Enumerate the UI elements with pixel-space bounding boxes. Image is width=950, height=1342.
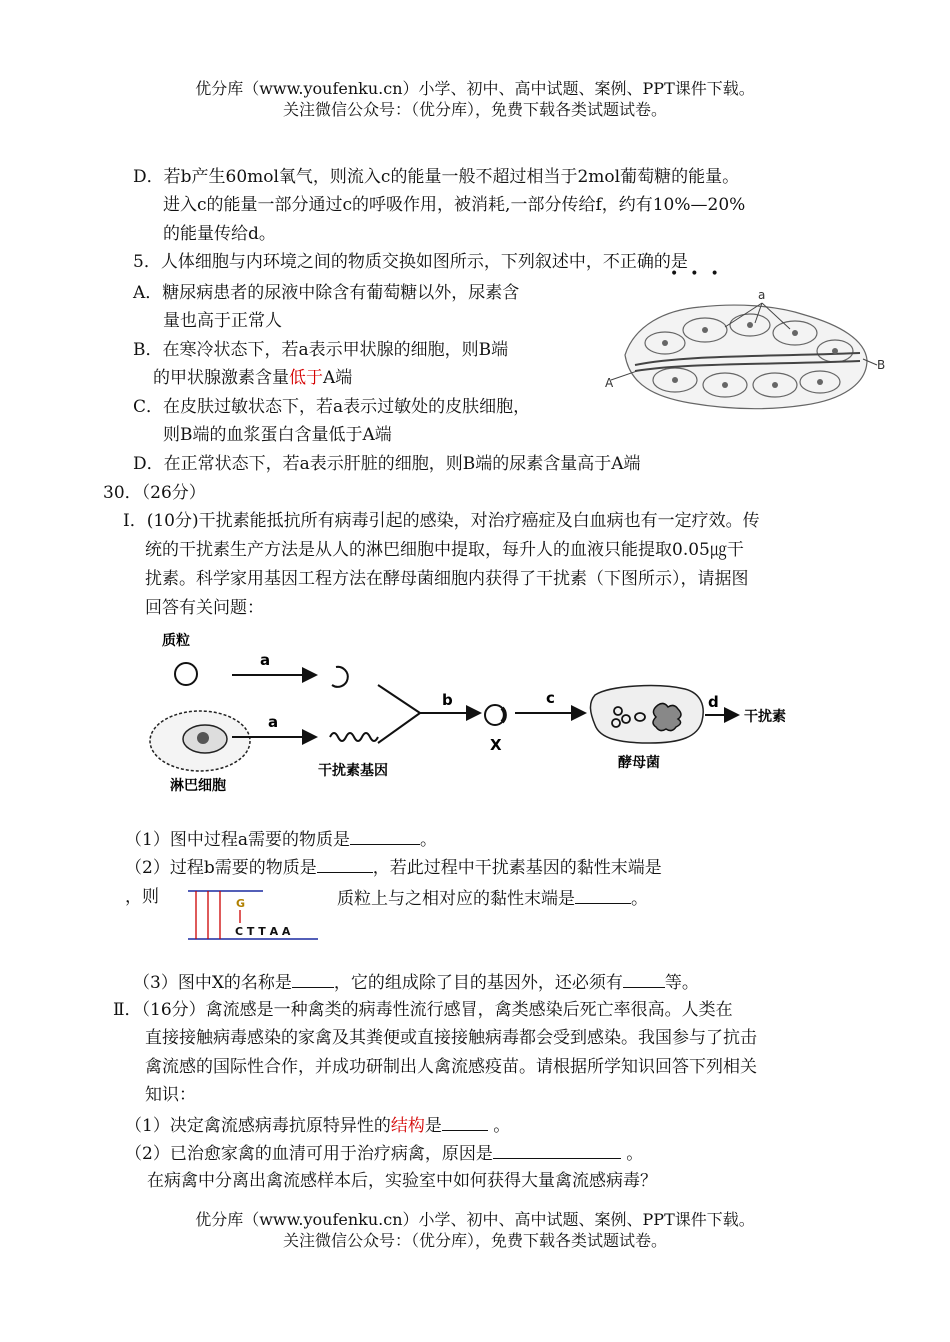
q2b-text: ，则: [125, 887, 159, 907]
q2b-end-text: 。: [631, 889, 648, 909]
q1-text: （1）图中过程a需要的物质是: [125, 830, 350, 850]
q30-2-2: [125, 1140, 643, 1166]
footer-line-1: 优分库（www.youfenku.cn）小学、初中、高中试题、案例、PPT课件下载。: [195, 1210, 755, 1229]
header-line-1: 优分库（www.youfenku.cn）小学、初中、高中试题、案例、PPT课件下载。: [195, 79, 755, 98]
q5-option-b-text-end: A端: [323, 368, 353, 388]
arrow-a-top-label: a: [260, 651, 271, 669]
arrow-c-label: c: [546, 689, 555, 707]
q30-part1-line-2: 统的干扰素生产方法是从人的淋巴细胞中提取，每升人的血液只能提取0.05㎍干: [145, 540, 744, 560]
interferon-label: 干扰素: [744, 709, 786, 725]
q5-option-a-line-1: A．糖尿病患者的尿液中除含有葡萄糖以外，尿素含: [133, 283, 520, 303]
arrow-b-label: b: [442, 691, 453, 709]
q5-option-b-red-text: 低于: [289, 368, 323, 388]
q30-1-1: [125, 826, 437, 852]
q2-text: （2）过程b需要的物质是: [125, 858, 317, 878]
tissue-label-B: B: [877, 358, 886, 372]
q30-title: 30．（26分）: [103, 483, 206, 503]
q4-option-d-line-1: D．若b产生60mol氧气，则流入c的能量一般不超过相当于2mol葡萄糖的能量。: [133, 167, 740, 187]
p2-q2-text: （2）已治愈家禽的血清可用于治疗病禽，原因是: [125, 1144, 493, 1164]
q30-1-2-cont: [125, 885, 159, 909]
q2-text-end: ，若此过程中干扰素基因的黏性末端是: [372, 858, 662, 878]
tissue-label-a: a: [758, 288, 766, 302]
tissue-diagram: [605, 285, 895, 415]
sticky-top-base: G: [236, 897, 246, 910]
q3-text: （3）图中X的名称是: [133, 973, 292, 993]
q5-option-d: D．在正常状态下，若a表示肝脏的细胞，则B端的尿素含量高于A端: [133, 454, 641, 474]
q3-answer-blank-2[interactable]: [623, 969, 665, 988]
q5-option-b-line-2: [153, 366, 352, 390]
gene-engineering-diagram: [140, 625, 820, 800]
cut-plasmid: [332, 667, 348, 687]
p2-q2-answer-blank[interactable]: [493, 1140, 621, 1159]
tissue-label-A: A: [605, 376, 614, 390]
q2-answer-blank-1[interactable]: [317, 854, 373, 873]
p2-q1-mid-text: 是: [424, 1116, 442, 1136]
q30-1-2: [125, 854, 662, 880]
sticky-bottom-bases: C T T A A: [235, 925, 291, 938]
plasmid-label: 质粒: [162, 633, 190, 649]
x-label: X: [490, 736, 502, 754]
q30-2-1: [125, 1112, 510, 1138]
q5-option-c-line-1: C．在皮肤过敏状态下，若a表示过敏处的皮肤细胞，: [133, 397, 531, 417]
p2-q1-answer-blank[interactable]: [442, 1112, 488, 1131]
emphasis-dots: •••: [670, 266, 731, 282]
q3-answer-blank-1[interactable]: [292, 969, 334, 988]
q5-option-a-line-2: 量也高于正常人: [163, 311, 282, 331]
q5-stem: 5．人体细胞与内环境之间的物质交换如图所示，下列叙述中，不正确的是: [133, 252, 688, 272]
footer-line-2: 关注微信公众号：（优分库），免费下载各类试题试卷。: [282, 1231, 667, 1250]
p2-q1-end-text: 。: [487, 1116, 511, 1136]
yeast-cell: [590, 686, 703, 743]
q2-answer-blank-2[interactable]: [575, 885, 631, 904]
q4-option-d-line-2: 进入c的能量一部分通过c的呼吸作用，被消耗,一部分传给f，约有10%—20%: [163, 195, 746, 215]
gene-label: 干扰素基因: [318, 763, 388, 779]
yeast-label: 酵母菌: [618, 755, 660, 771]
gene-wave: [330, 733, 378, 741]
q30-part2-line-4: 知识：: [145, 1085, 196, 1105]
q5-option-c-line-2: 则B端的血浆蛋白含量低于A端: [163, 425, 392, 445]
q30-1-3: [133, 969, 699, 995]
q30-part2-line-2: 直接接触病毒感染的家禽及其粪便或直接接触病毒都会受到感染。我国参与了抗击: [145, 1028, 757, 1048]
lymph-cell: [150, 711, 250, 771]
p2-q2-end-text: 。: [620, 1144, 644, 1164]
header-line-2: 关注微信公众号：（优分库），免费下载各类试题试卷。: [282, 100, 667, 119]
q5-option-b-line-1: B．在寒冷状态下，若a表示甲状腺的细胞，则B端: [133, 340, 509, 360]
arrow-a-bottom-label: a: [268, 713, 279, 731]
q1-text-end: 。: [419, 830, 437, 850]
q3-mid-text: ，它的组成除了目的基因外，还必须有: [333, 973, 623, 993]
q2b-mid-text: 质粒上与之相对应的黏性末端是: [337, 889, 575, 909]
plasmid-circle: [175, 663, 197, 685]
q30-part2-line-1: Ⅱ．（16分）禽流感是一种禽类的病毒性流行感冒，禽类感染后死亡率很高。人类在: [113, 1000, 733, 1020]
p2-q1-red-text: 结构: [390, 1116, 425, 1136]
q30-2-3: 在病禽中分离出禽流感样本后，实验室中如何获得大量禽流感病毒？: [147, 1171, 657, 1191]
q30-part1-line-3: 扰素。科学家用基因工程方法在酵母菌细胞内获得了干扰素（下图所示），请据图: [145, 569, 749, 589]
q4-option-d-line-3: 的能量传给d。: [163, 224, 276, 244]
q3-end-text: 等。: [664, 973, 699, 993]
q30-part1-line-1: Ⅰ．(10分)干扰素能抵抗所有病毒引起的感染，对治疗癌症及白血病也有一定疗效。传: [123, 511, 760, 531]
q1-answer-blank[interactable]: [350, 826, 420, 845]
arrow-d-label: d: [708, 693, 719, 711]
p2-q1-text: （1）决定禽流感病毒抗原特异性的: [125, 1116, 391, 1136]
sticky-end-diagram: [188, 885, 323, 945]
q30-part1-line-4: 回答有关问题：: [145, 598, 264, 618]
q30-part2-line-3: 禽流感的国际性合作，并成功研制出人禽流感疫苗。请根据所学知识回答下列相关: [145, 1057, 757, 1077]
lymph-cell-label: 淋巴细胞: [170, 778, 226, 794]
q30-1-2-tail: [337, 885, 648, 911]
q5-option-b-text: 的甲状腺激素含量: [153, 368, 289, 388]
